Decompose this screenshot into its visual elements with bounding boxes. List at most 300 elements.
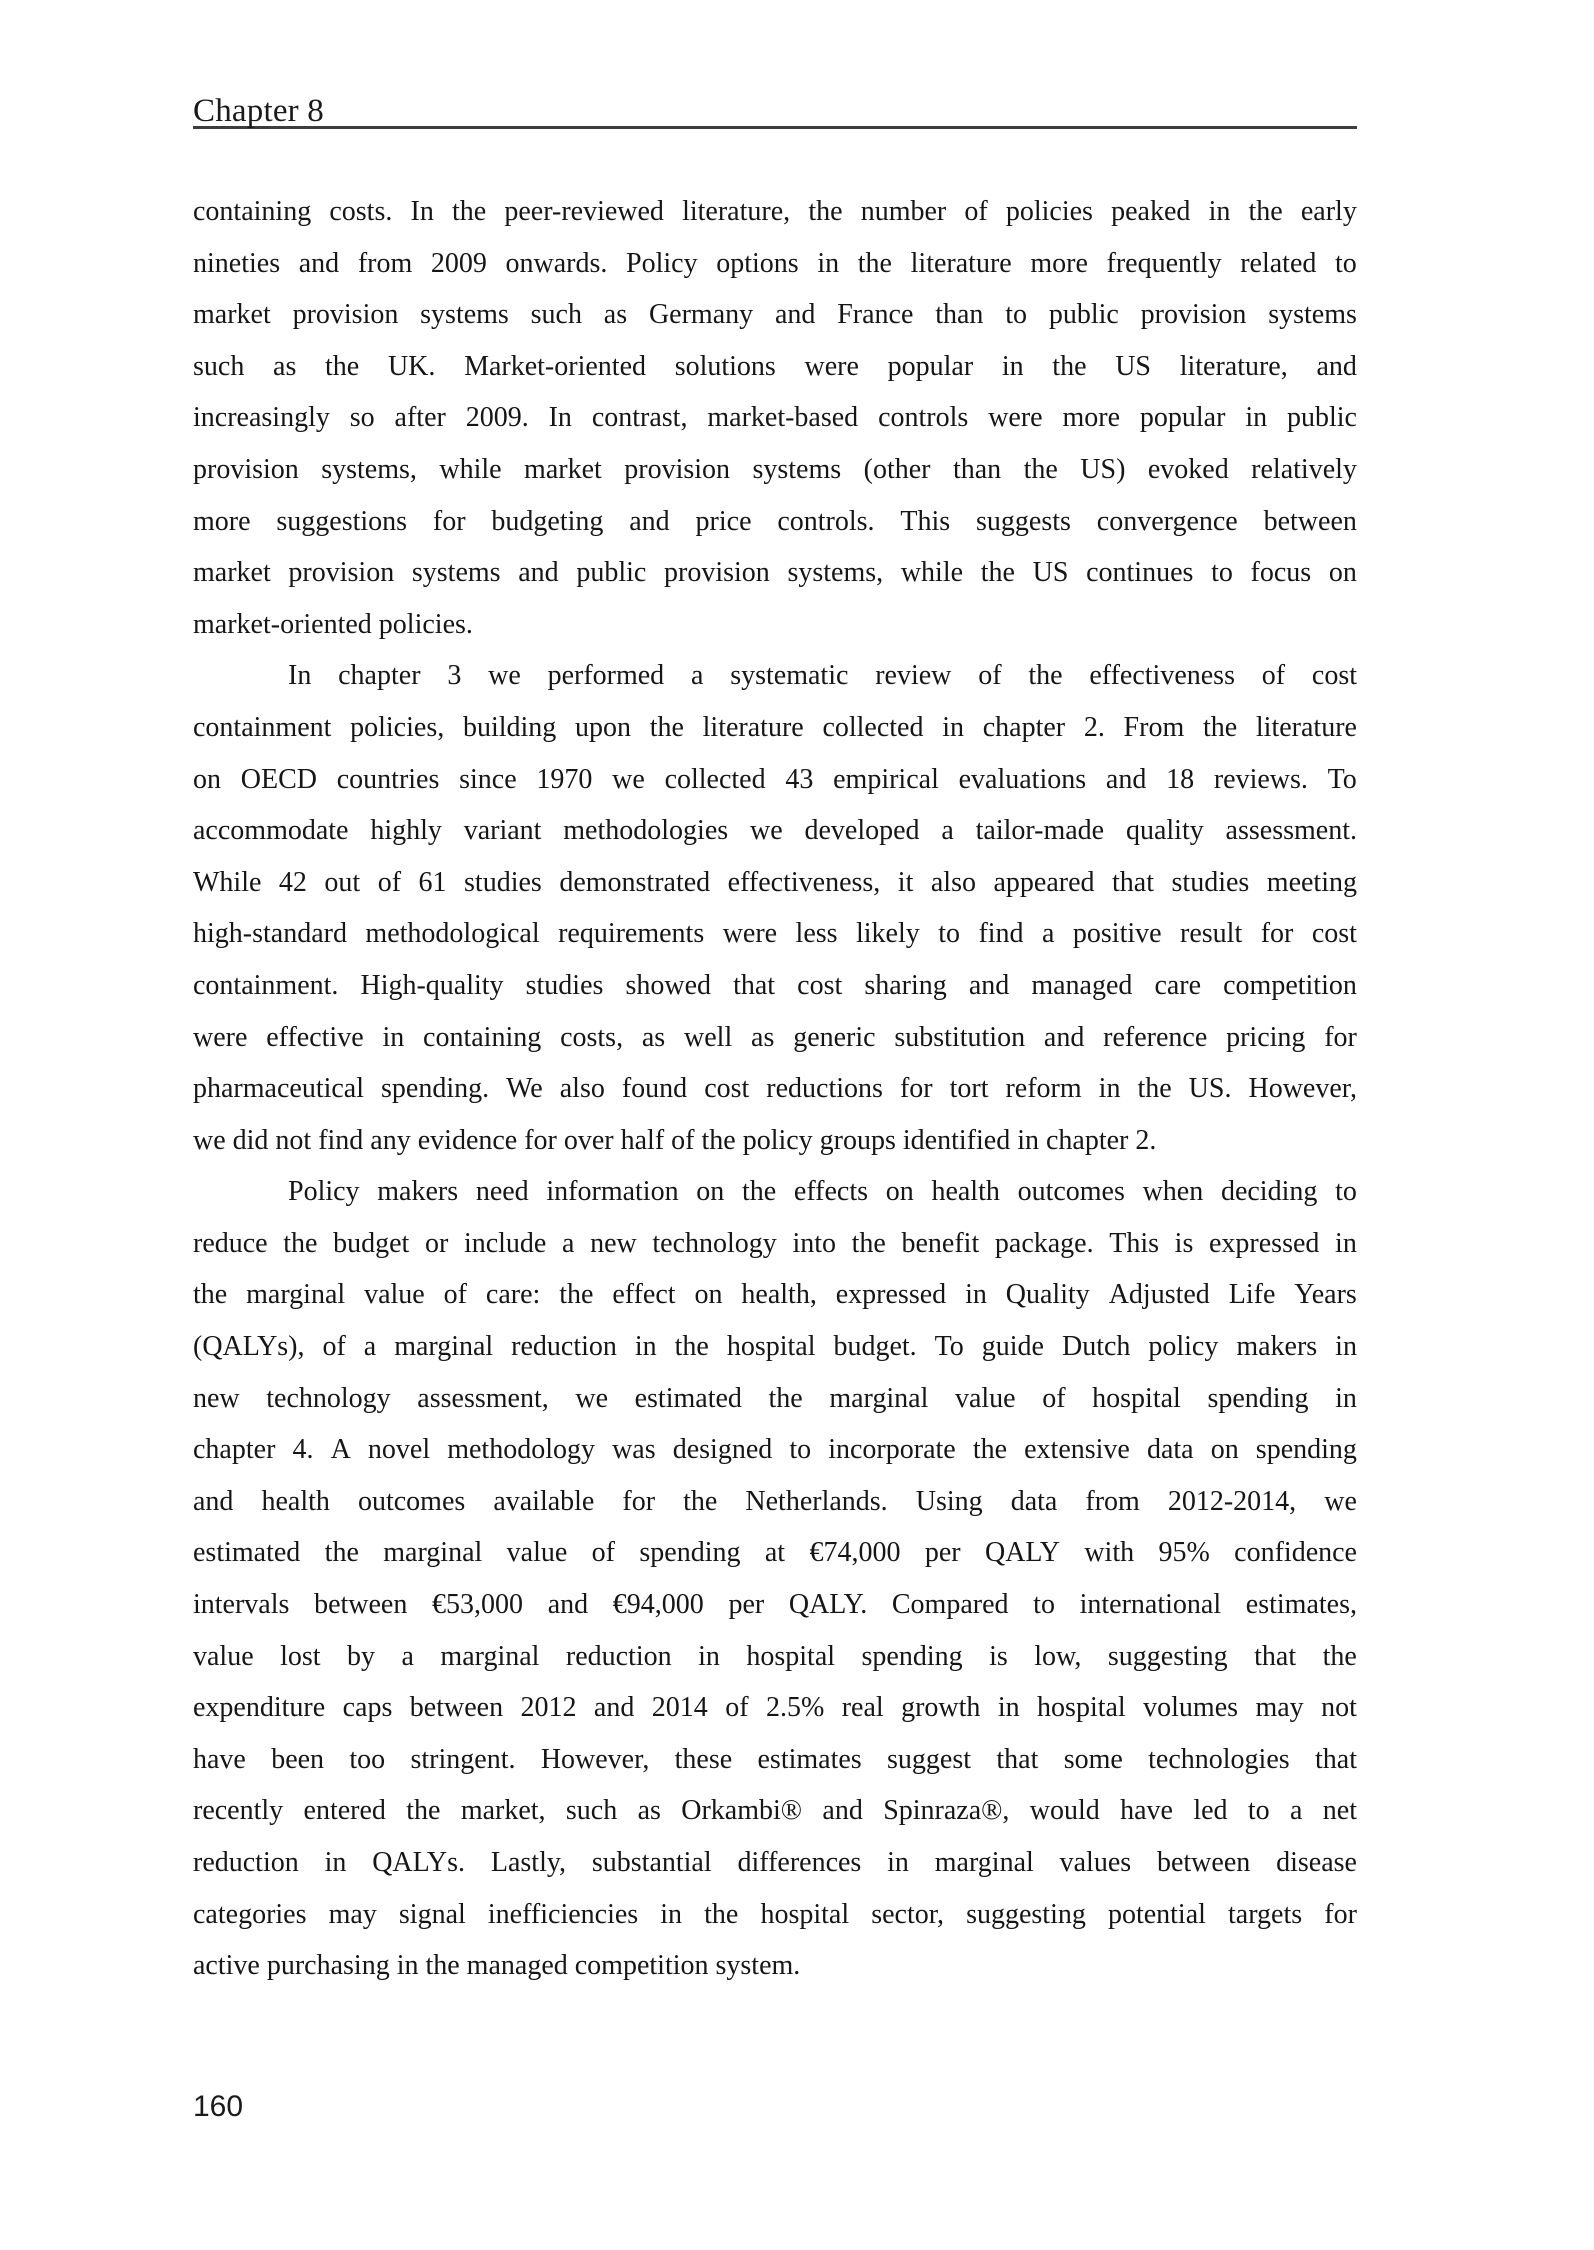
word: controls.: [777, 505, 875, 537]
word: have: [1120, 1795, 1173, 1827]
word: the: [808, 196, 843, 227]
word: as: [641, 1021, 666, 1053]
word: international: [1079, 1589, 1222, 1621]
word: a: [941, 815, 954, 847]
word: the: [559, 1279, 594, 1311]
word: QALYs.: [372, 1847, 466, 1878]
word: while: [439, 453, 502, 485]
word: Policy: [288, 1176, 360, 1208]
text-line: [193, 1734, 1357, 1786]
word: 2.: [1083, 711, 1105, 743]
text-line: [193, 1631, 1357, 1683]
word: technologies: [1148, 1743, 1290, 1775]
text-line: [193, 341, 1357, 393]
word: the: [1052, 350, 1087, 382]
word: such: [530, 299, 582, 331]
text-line: [193, 1424, 1357, 1476]
word: To: [934, 1331, 964, 1363]
word: spending.: [381, 1073, 490, 1105]
word: effects: [793, 1176, 869, 1208]
word: market: [193, 557, 271, 589]
word: value: [506, 1537, 568, 1569]
word: containment: [193, 711, 332, 743]
word: than: [952, 453, 1002, 485]
word: Netherlands.: [745, 1485, 888, 1517]
text-line: [193, 289, 1357, 341]
word: from: [1085, 1485, 1140, 1517]
word: between: [314, 1589, 408, 1621]
word: effect: [612, 1279, 676, 1311]
word: the: [742, 1176, 777, 1208]
word: However,: [540, 1743, 650, 1775]
text-line: [193, 1269, 1357, 1321]
word: tailor-made: [975, 815, 1105, 847]
word: was: [612, 1434, 656, 1466]
word: to: [1005, 299, 1027, 331]
word: the: [649, 711, 684, 743]
word: tort: [949, 1073, 989, 1105]
word: 2009.: [465, 402, 529, 434]
word: We: [506, 1073, 543, 1105]
word: options: [716, 247, 799, 279]
word: it: [897, 866, 914, 898]
word: Market-oriented: [464, 350, 646, 382]
word: were: [804, 350, 859, 382]
word: for: [1324, 1898, 1357, 1930]
word: signal: [398, 1898, 466, 1930]
word: competition: [1223, 969, 1357, 1001]
word: more: [1030, 247, 1088, 279]
word: public: [1287, 402, 1357, 434]
word: demonstrated: [559, 866, 711, 898]
word: in: [660, 1898, 683, 1930]
word: to: [1335, 247, 1357, 279]
word: so: [349, 402, 375, 434]
word: US.: [1188, 1073, 1232, 1105]
word: provision: [664, 557, 770, 589]
word: data: [1010, 1485, 1058, 1517]
word: and: [968, 969, 1010, 1001]
word: from: [357, 247, 413, 279]
word: literature: [702, 711, 804, 743]
word: estimated: [193, 1537, 301, 1569]
word: countries: [336, 763, 440, 795]
word: Dutch: [1061, 1331, 1131, 1363]
word: spending: [1207, 1382, 1309, 1414]
word: OECD: [240, 763, 317, 795]
word: of: [443, 1279, 467, 1311]
word: at: [764, 1537, 786, 1569]
word: may: [328, 1898, 377, 1930]
word: the: [1023, 453, 1058, 485]
word: in: [887, 1847, 909, 1878]
word: quality: [1125, 815, 1204, 847]
word: provision: [288, 557, 395, 589]
word: that: [996, 1743, 1039, 1775]
word: value: [193, 1640, 254, 1672]
word: upon: [575, 711, 631, 743]
word: budget: [333, 1227, 410, 1259]
word: reduction: [565, 1640, 672, 1672]
word: In: [548, 402, 572, 434]
word: substantial: [591, 1847, 712, 1878]
word: US): [1080, 453, 1126, 485]
text-line: market-oriented policies.: [193, 608, 473, 640]
word: also: [930, 866, 976, 898]
text-line: [193, 960, 1357, 1012]
word: categories: [193, 1898, 307, 1930]
word: High-quality: [360, 969, 504, 1001]
text-line: [193, 754, 1357, 806]
word: building: [462, 711, 557, 743]
word: care:: [485, 1279, 541, 1311]
text-line: active purchasing in the managed competition system.: [193, 1950, 801, 1982]
word: QALY.: [788, 1589, 868, 1621]
word: 43: [785, 763, 814, 795]
word: the: [193, 1279, 228, 1311]
word: less: [795, 918, 838, 950]
word: QALY: [984, 1537, 1060, 1569]
word: marginal: [829, 1382, 929, 1414]
word: suggesting: [1107, 1640, 1228, 1672]
text-line: [193, 702, 1357, 754]
word: data: [1146, 1434, 1194, 1466]
text-line: [193, 1889, 1357, 1941]
word: while: [900, 557, 964, 589]
word: systems: [411, 557, 501, 589]
word: pharmaceutical: [193, 1073, 365, 1105]
word: estimates: [757, 1743, 862, 1775]
word: as: [273, 350, 297, 382]
word: real: [841, 1692, 884, 1724]
word: may: [1255, 1692, 1304, 1724]
word: effectiveness: [1089, 660, 1235, 692]
word: that: [1254, 1640, 1297, 1672]
word: technology: [652, 1227, 777, 1259]
word: chapter: [338, 660, 421, 692]
text-line: [193, 1476, 1357, 1528]
word: appeared: [993, 866, 1095, 898]
text-line: [193, 1012, 1357, 1064]
word: of: [1042, 1382, 1066, 1414]
word: on: [885, 1176, 914, 1208]
word: in: [1335, 1331, 1357, 1363]
word: the: [674, 1331, 709, 1363]
word: in: [698, 1640, 720, 1672]
word: suggestions: [276, 505, 408, 537]
word: incorporate: [828, 1434, 956, 1466]
word: recently: [193, 1795, 284, 1827]
word: showed: [625, 969, 712, 1001]
word: per: [924, 1537, 961, 1569]
word: information: [546, 1176, 679, 1208]
word: marginal: [246, 1279, 346, 1311]
word: performed: [547, 660, 665, 692]
word: Adjusted: [1108, 1279, 1210, 1311]
word: per: [728, 1589, 765, 1621]
word: studies: [525, 969, 604, 1001]
word: developed: [804, 815, 920, 847]
text-line: [193, 1373, 1357, 1425]
text-line: [193, 1166, 1357, 1218]
word: in: [1208, 196, 1231, 227]
word: of: [591, 1537, 615, 1569]
word: in: [634, 1331, 657, 1363]
word: frequently: [1106, 247, 1222, 279]
word: To: [1327, 763, 1357, 795]
word: targets: [1228, 1898, 1303, 1930]
word: to: [1247, 1795, 1270, 1827]
word: on: [193, 763, 221, 795]
word: in: [1245, 402, 1268, 434]
word: market: [193, 299, 271, 331]
word: spending: [861, 1640, 963, 1672]
word: in: [324, 1847, 347, 1878]
word: care: [1154, 969, 1202, 1001]
word: between: [1156, 1847, 1251, 1878]
word: This: [900, 505, 951, 537]
word: 4.: [292, 1434, 314, 1466]
word: A: [330, 1434, 351, 1466]
word: spending: [639, 1537, 741, 1569]
word: provision: [624, 453, 731, 485]
word: by: [347, 1640, 376, 1672]
word: This: [1109, 1227, 1160, 1259]
word: evoked: [1147, 453, 1229, 485]
word: market,: [460, 1795, 546, 1827]
text-line: [193, 1321, 1357, 1373]
word: such: [193, 350, 245, 382]
word: marginal: [934, 1847, 1034, 1878]
word: more: [193, 505, 251, 537]
word: of: [377, 866, 402, 898]
word: to: [1211, 557, 1233, 589]
word: health: [261, 1485, 330, 1517]
word: managed: [1031, 969, 1133, 1001]
word: positive: [1072, 918, 1162, 950]
word: spending: [1255, 1434, 1357, 1466]
word: in: [1098, 1073, 1121, 1105]
body-text: [193, 186, 1357, 1992]
word: hospital: [1092, 1382, 1181, 1414]
word: literature: [910, 247, 1012, 279]
text-line: [193, 650, 1357, 702]
word: a: [1042, 918, 1055, 950]
word: to: [938, 918, 960, 950]
word: reduce: [193, 1227, 268, 1259]
word: the: [406, 1795, 441, 1827]
word: requirements: [558, 918, 705, 950]
word: entered: [303, 1795, 386, 1827]
word: the: [452, 196, 487, 227]
word: the: [324, 1537, 359, 1569]
word: systems: [752, 453, 842, 485]
word: potential: [1107, 1898, 1206, 1930]
word: literature,: [682, 196, 791, 227]
word: on: [696, 1176, 725, 1208]
word: as: [637, 1795, 661, 1827]
word: differences: [737, 1847, 862, 1878]
running-header-title: Chapter 8: [193, 93, 325, 129]
word: a: [401, 1640, 414, 1672]
word: 3: [447, 660, 462, 692]
word: that: [1314, 1743, 1357, 1775]
text-line: [193, 805, 1357, 857]
word: From: [1123, 711, 1185, 743]
text-line: [193, 857, 1357, 909]
word: cost: [797, 969, 843, 1001]
paragraph: [193, 650, 1357, 1166]
word: increasingly: [193, 402, 330, 434]
word: the: [980, 557, 1015, 589]
word: not: [1321, 1692, 1357, 1724]
word: In: [410, 196, 434, 227]
word: evaluations: [958, 763, 1087, 795]
word: is: [1174, 1227, 1194, 1259]
word: containing: [193, 196, 312, 227]
word: budget.: [833, 1331, 917, 1363]
word: 42: [278, 866, 307, 898]
word: a: [562, 1227, 575, 1259]
word: hospital: [1037, 1692, 1126, 1724]
word: for: [1260, 918, 1294, 950]
text-line: [193, 1837, 1357, 1889]
word: package.: [994, 1227, 1094, 1259]
word: expenditure: [193, 1692, 326, 1724]
word: meeting: [1266, 866, 1357, 898]
word: expressed: [1209, 1227, 1320, 1259]
text-line: [193, 238, 1357, 290]
word: the: [768, 1382, 803, 1414]
word: 2012-2014,: [1167, 1485, 1297, 1517]
word: of: [964, 196, 988, 227]
text-line: [193, 1527, 1357, 1579]
word: as: [751, 1021, 775, 1053]
word: suggests: [976, 505, 1071, 537]
word: cost: [1311, 660, 1357, 692]
word: estimated: [634, 1382, 742, 1414]
word: in: [942, 711, 964, 743]
word: systematic: [730, 660, 849, 692]
word: stringent.: [410, 1743, 516, 1775]
word: well: [684, 1021, 733, 1053]
word: suggest: [887, 1743, 972, 1775]
word: chapter: [193, 1434, 276, 1466]
word: we: [1324, 1485, 1357, 1517]
word: too: [349, 1743, 386, 1775]
word: we: [488, 660, 521, 692]
word: sharing: [864, 969, 947, 1001]
word: literature,: [1179, 350, 1288, 382]
text-line: [193, 1682, 1357, 1734]
word: need: [475, 1176, 529, 1208]
word: net: [1322, 1795, 1357, 1827]
word: would: [1029, 1795, 1100, 1827]
word: for: [1324, 1021, 1357, 1053]
text-line: [193, 1785, 1357, 1837]
word: a: [1290, 1795, 1303, 1827]
word: budgeting: [491, 505, 604, 537]
text-line: [193, 444, 1357, 496]
word: available: [493, 1485, 595, 1517]
word: relatively: [1251, 453, 1357, 485]
word: the: [283, 1227, 318, 1259]
word: methodologies: [563, 815, 729, 847]
word: Life: [1228, 1279, 1276, 1311]
word: US: [1115, 350, 1151, 382]
word: 61: [418, 866, 447, 898]
word: France: [837, 299, 914, 331]
word: 2.5%: [765, 1692, 825, 1724]
word: marginal: [394, 1331, 494, 1363]
word: and: [822, 1795, 863, 1827]
word: reduction: [511, 1331, 617, 1363]
word: collected: [822, 711, 924, 743]
word: and: [193, 1485, 234, 1517]
word: found: [621, 1073, 688, 1105]
word: were: [722, 918, 778, 950]
word: confidence: [1234, 1537, 1357, 1569]
word: the: [1137, 1073, 1172, 1105]
word: containment.: [193, 969, 339, 1001]
word: is: [989, 1640, 1008, 1672]
word: low,: [1034, 1640, 1082, 1672]
word: substitution: [894, 1021, 1026, 1053]
word: hospital: [760, 1898, 850, 1930]
word: In: [288, 660, 312, 692]
word: reduction: [193, 1847, 299, 1878]
paragraph: [193, 186, 1357, 650]
word: popular: [1139, 402, 1226, 434]
word: on: [1210, 1434, 1239, 1466]
word: include: [463, 1227, 547, 1259]
word: the: [1028, 660, 1063, 692]
word: (other: [863, 453, 931, 485]
word: out: [324, 866, 361, 898]
word: pricing: [1226, 1021, 1306, 1053]
word: the: [325, 350, 360, 382]
word: suggesting: [966, 1898, 1086, 1930]
word: lost: [280, 1640, 321, 1672]
word: chapter: [982, 711, 1066, 743]
word: Years: [1294, 1279, 1357, 1311]
text-line: [193, 1063, 1357, 1115]
word: after: [394, 402, 446, 434]
word: a: [690, 660, 704, 692]
word: provision: [292, 299, 399, 331]
word: continues: [1086, 557, 1194, 589]
word: and: [1043, 1021, 1085, 1053]
word: convergence: [1096, 505, 1238, 537]
word: of: [725, 1692, 749, 1724]
word: extensive: [1024, 1434, 1130, 1466]
word: since: [459, 763, 517, 795]
text-line: [193, 547, 1357, 599]
word: health,: [741, 1279, 817, 1311]
word: new: [193, 1382, 240, 1414]
word: the: [1248, 196, 1283, 227]
word: However,: [1248, 1073, 1357, 1105]
word: marginal: [440, 1640, 540, 1672]
word: technology: [266, 1382, 391, 1414]
word: hospital: [726, 1331, 816, 1363]
word: methodological: [365, 918, 540, 950]
word: to: [1335, 1176, 1357, 1208]
word: novel: [367, 1434, 431, 1466]
word: While: [193, 866, 262, 898]
word: inefficiencies: [487, 1898, 639, 1930]
word: in: [817, 247, 840, 279]
